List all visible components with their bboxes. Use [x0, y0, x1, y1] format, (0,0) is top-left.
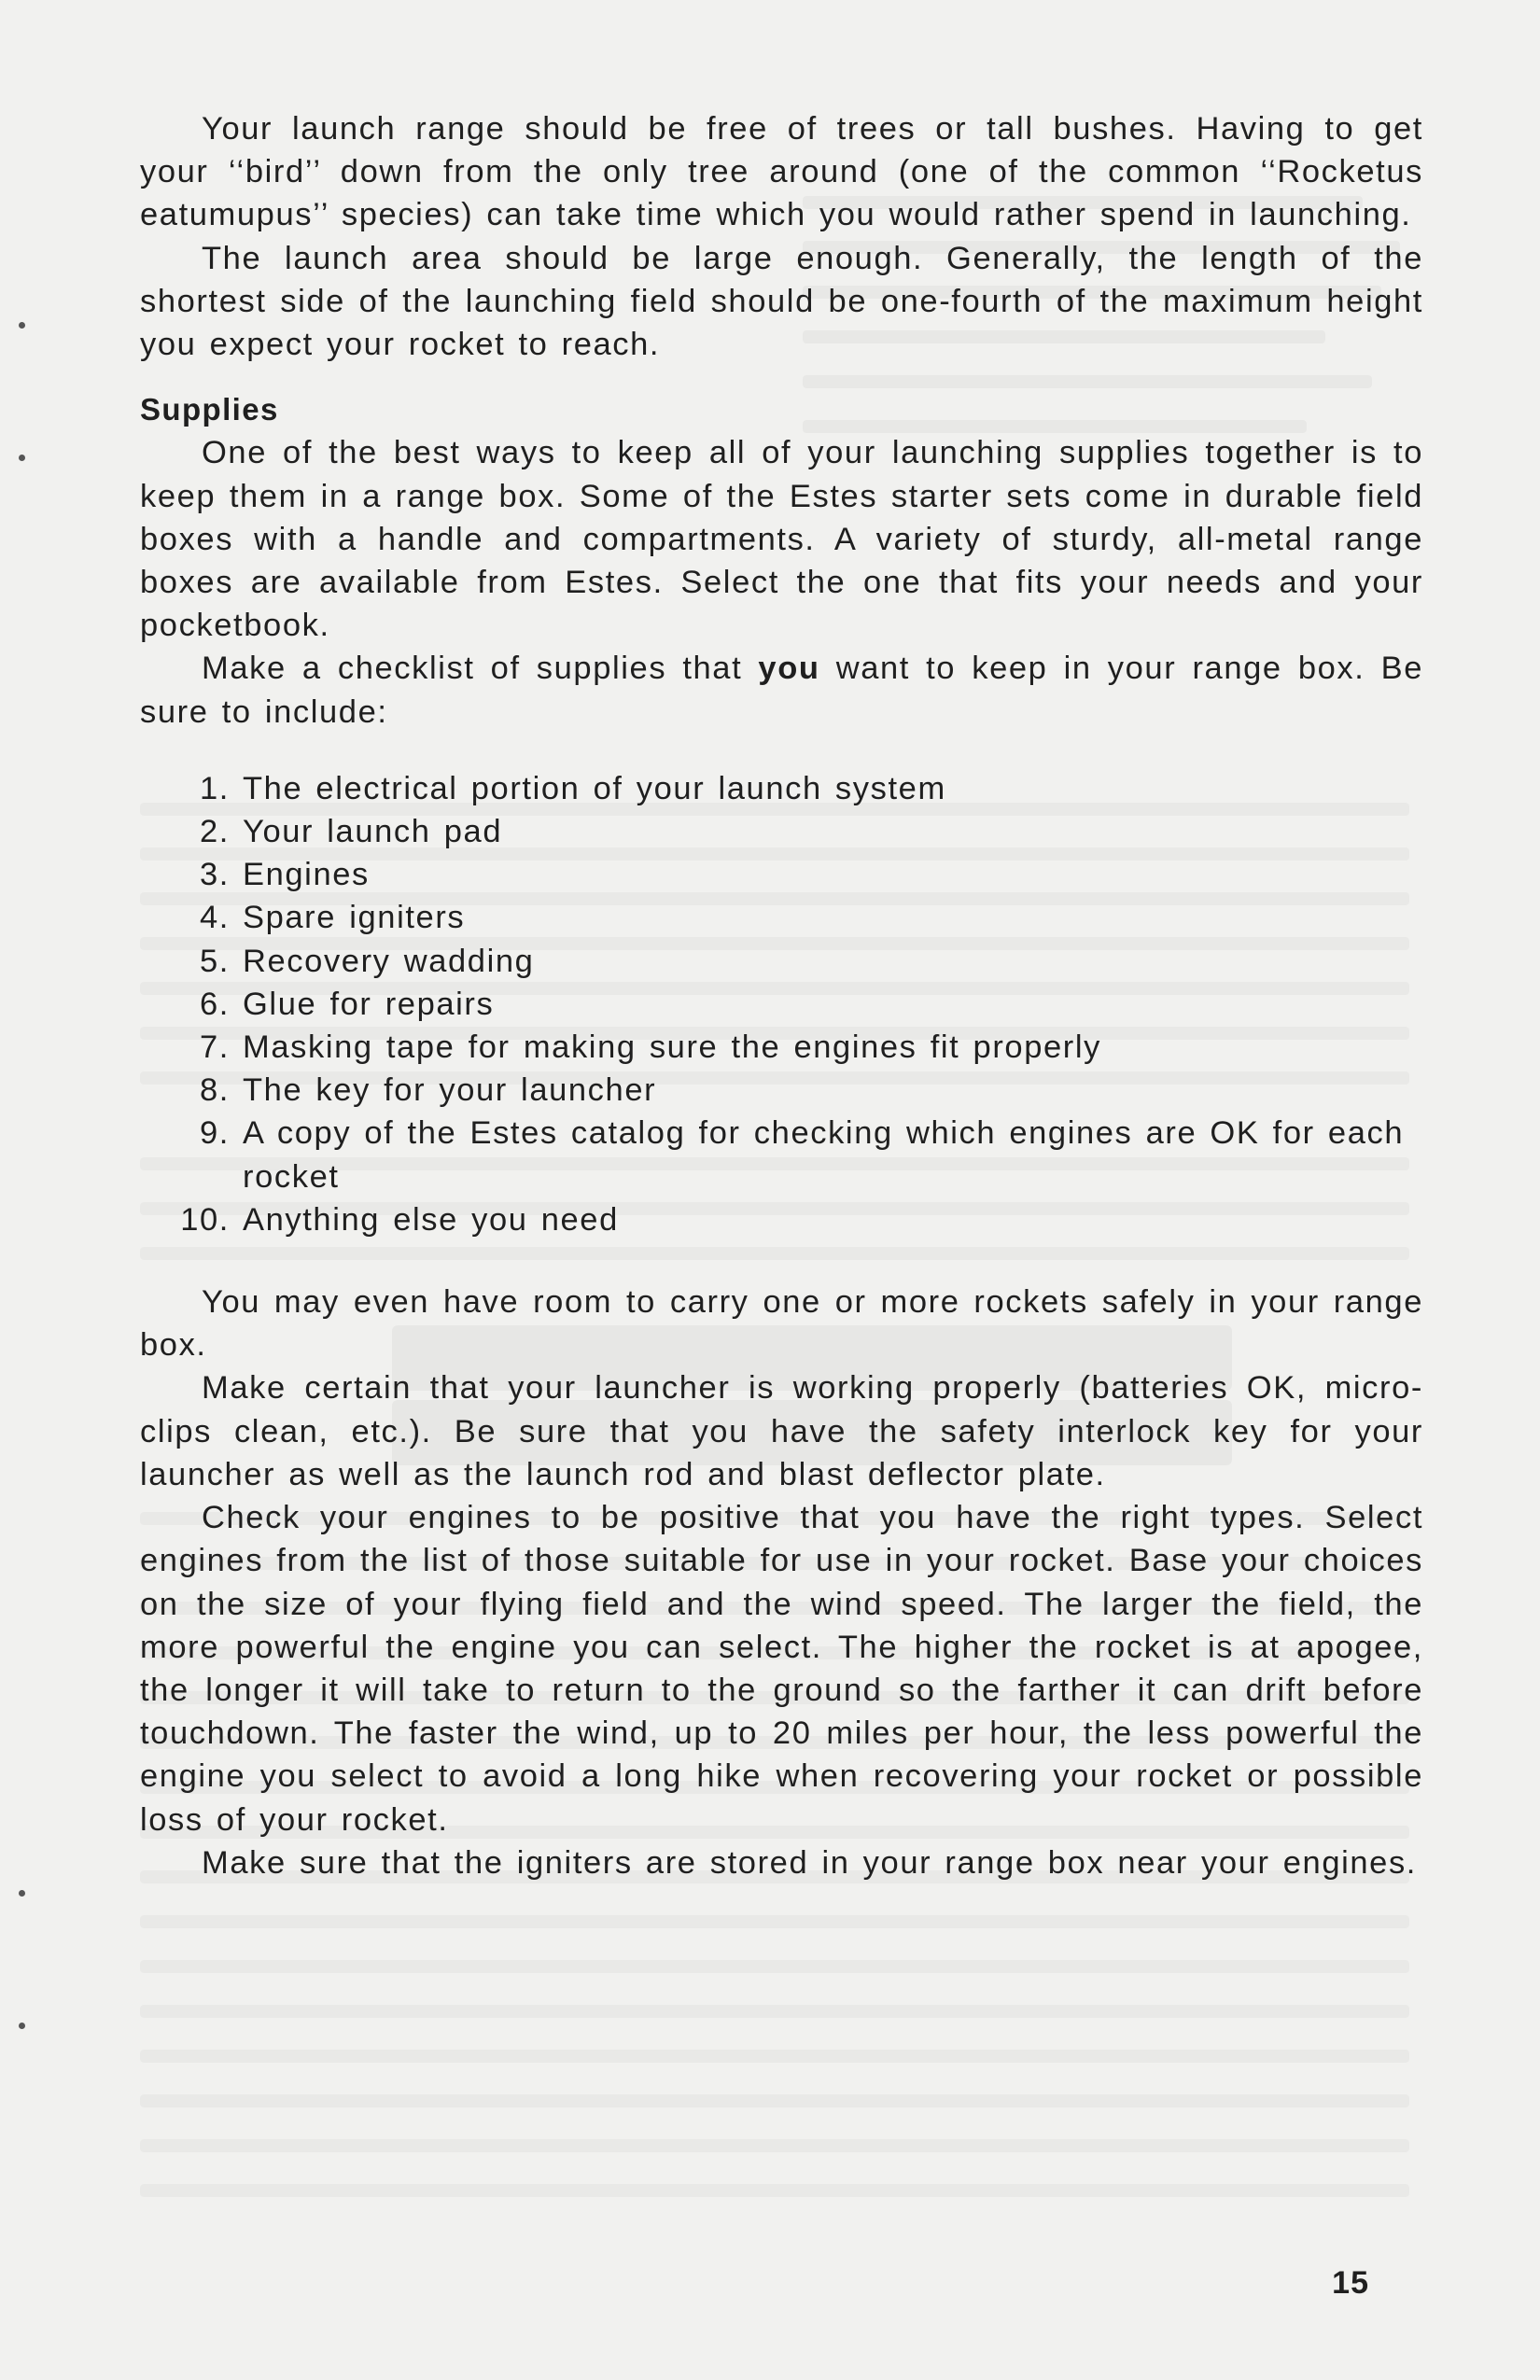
list-item-number: 10.	[180, 1201, 230, 1238]
checklist-intro-before: Make a checklist of supplies that	[202, 651, 759, 687]
list-item-number: 3.	[200, 857, 230, 893]
list-item-text: Spare igniters	[243, 900, 466, 936]
list-item-text: The electrical portion of your launch system	[243, 770, 946, 806]
list-item-text: Glue for repairs	[243, 986, 495, 1022]
list-item	[140, 896, 1423, 939]
list-item-number: 7.	[200, 1029, 230, 1066]
checklist-intro-emphasis: you	[758, 651, 820, 687]
paragraph-checklist-intro	[140, 647, 1423, 733]
page-number: 15	[1332, 2265, 1369, 2301]
margin-dot	[19, 1890, 25, 1897]
list-item	[140, 810, 1423, 853]
supplies-checklist	[140, 767, 1423, 1241]
list-item	[140, 940, 1423, 983]
list-item	[140, 853, 1423, 896]
list-item-text: The key for your launcher	[243, 1072, 657, 1109]
section-heading-supplies: Supplies	[140, 392, 279, 427]
list-item	[140, 1069, 1423, 1112]
list-item-text: Masking tape for making sure the engines fit properly	[243, 1029, 1101, 1066]
list-item-text: Engines	[243, 857, 370, 893]
list-item-number: 1.	[200, 770, 230, 806]
paragraph-igniter-storage: Make sure that the igniters are stored in your range box near your engines.	[202, 1844, 1417, 1881]
paragraph-launch-area: The launch area should be large enough. Generally, the length of the shortest side of the launching field should be one-fourth of the maximum height you expect your rocket to reach.	[140, 240, 1423, 363]
list-item-number: 4.	[200, 900, 230, 936]
list-item-number: 2.	[200, 814, 230, 850]
list-item-number: 6.	[200, 986, 230, 1022]
list-item-text: Recovery wadding	[243, 943, 535, 979]
list-item	[140, 1198, 1423, 1241]
list-item-number: 5.	[200, 943, 230, 979]
list-item	[140, 1026, 1423, 1069]
margin-dot	[19, 322, 25, 329]
checklist-intro-after: want to keep in your range box. Be sure to include:	[140, 651, 1423, 730]
margin-dot	[19, 455, 25, 461]
list-item-text: A copy of the Estes catalog for checking which engines are OK for each rocket	[243, 1115, 1405, 1195]
paragraph-launch-range: Your launch range should be free of trees or tall bushes. Having to get your ‘‘bird’’ down from the only tree around (one of the common ‘‘Rocketus eatumupus’’ species) can take time which you would rather spend in launching.	[140, 111, 1423, 233]
list-item-number: 8.	[200, 1072, 230, 1109]
list-item	[140, 983, 1423, 1026]
paragraph-carry-rockets: You may even have room to carry one or more rockets safely in your range box.	[140, 1284, 1423, 1364]
list-item	[140, 1112, 1423, 1197]
list-item-text: Your launch pad	[243, 814, 503, 850]
paragraph-range-box: One of the best ways to keep all of your launching supplies together is to keep them in a range box. Some of the Estes starter sets come in durable field boxes with a handle and compartments. A variety of sturdy, all-metal range boxes are available from Estes. Select the one that fits your needs and your pocketbook.	[140, 435, 1423, 644]
paragraph-launcher-check: Make certain that your launcher is working properly (batteries OK, micro-clips clean, etc.). Be sure that you have the safety interlock key for your launcher as well as the launch rod and blast deflector plate.	[140, 1370, 1423, 1492]
paragraph-engine-selection: Check your engines to be positive that you have the right types. Select engines from the list of those suitable for use in your rocket. Base your choices on the size of your flying field and the wind speed. The larger the field, the more powerful the engine you can select. The higher the rocket is at apogee, the longer it will take to return to the ground so the farther it can drift before touchdown. The faster the wind, up to 20 miles per hour, the less powerful the engine you select to avoid a long hike when recovering your rocket or possible loss of your rocket.	[140, 1500, 1423, 1838]
margin-dot	[19, 2023, 25, 2029]
list-item	[140, 767, 1423, 810]
list-item-text: Anything else you need	[243, 1201, 619, 1238]
page-body	[140, 107, 1423, 1884]
list-item-number: 9.	[200, 1115, 230, 1152]
